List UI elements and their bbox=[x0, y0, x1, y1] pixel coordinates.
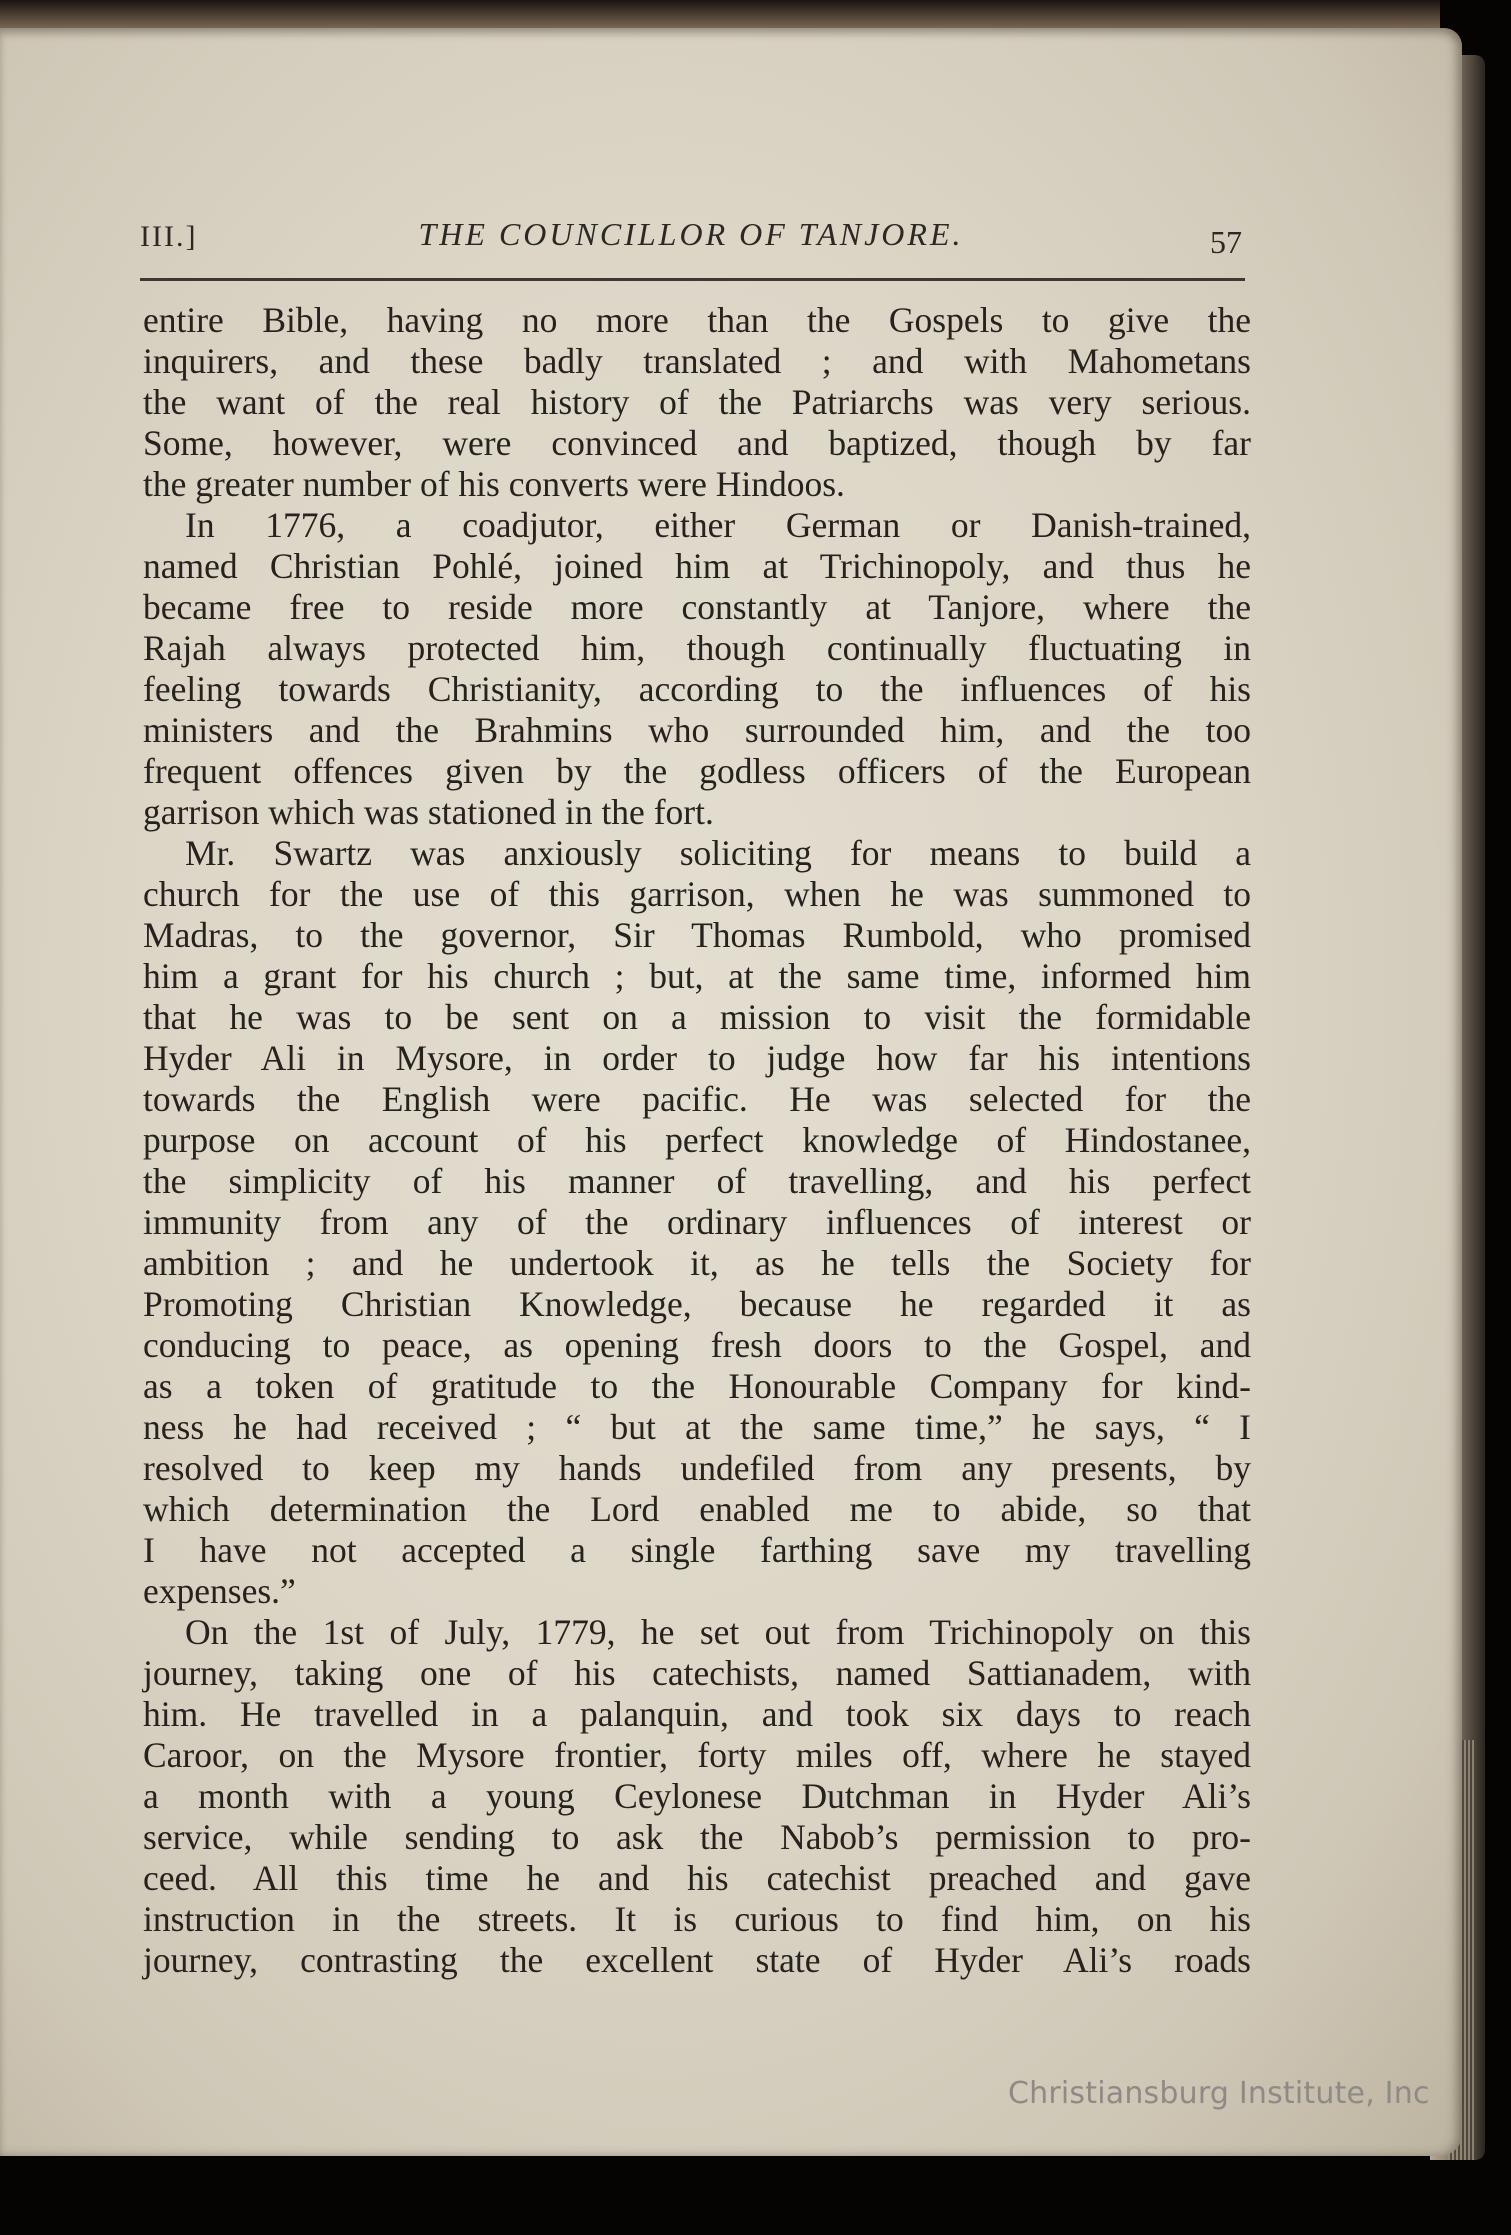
text-line: On the 1st of July, 1779, he set out from Trichinopoly on this bbox=[185, 1612, 1251, 1652]
text-line: the simplicity of his manner of travelling, and his perfect bbox=[143, 1161, 1251, 1201]
text-line: garrison which was stationed in the fort. bbox=[143, 792, 714, 832]
text-line: named Christian Pohlé, joined him at Trichinopoly, and thus he bbox=[143, 546, 1251, 586]
page-number: 57 bbox=[1210, 224, 1242, 260]
text-line: a month with a young Ceylonese Dutchman in Hyder Ali’s bbox=[143, 1776, 1251, 1816]
text-line: the greater number of his converts were Hindoos. bbox=[143, 464, 845, 504]
text-line: inquirers, and these badly translated ; and with Mahometans bbox=[143, 341, 1251, 381]
text-line: conducing to peace, as opening fresh doors to the Gospel, and bbox=[143, 1325, 1251, 1365]
text-line: became free to reside more constantly at Tanjore, where the bbox=[143, 587, 1251, 627]
text-line: resolved to keep my hands undefiled from any presents, by bbox=[143, 1448, 1251, 1488]
text-line: Hyder Ali in Mysore, in order to judge how far his intentions bbox=[143, 1038, 1251, 1078]
text-line: ness he had received ; “ but at the same time,” he says, “ I bbox=[143, 1407, 1251, 1447]
running-head bbox=[140, 216, 1242, 264]
text-line: Promoting Christian Knowledge, because he regarded it as bbox=[143, 1284, 1251, 1324]
text-line: Rajah always protected him, though continually fluctuating in bbox=[143, 628, 1251, 668]
text-line: purpose on account of his perfect knowledge of Hindostanee, bbox=[143, 1120, 1251, 1160]
text-line: Caroor, on the Mysore frontier, forty miles off, where he stayed bbox=[143, 1735, 1251, 1775]
text-line: Madras, to the governor, Sir Thomas Rumbold, who promised bbox=[143, 915, 1251, 955]
text-line: In 1776, a coadjutor, either German or Danish-trained, bbox=[185, 505, 1251, 545]
text-line: ceed. All this time he and his catechist preached and gave bbox=[143, 1858, 1251, 1898]
text-line: ministers and the Brahmins who surrounded him, and the too bbox=[143, 710, 1251, 750]
text-line: feeling towards Christianity, according to the influences of his bbox=[143, 669, 1251, 709]
text-line: service, while sending to ask the Nabob’s permission to pro- bbox=[143, 1817, 1251, 1857]
text-line: him. He travelled in a palanquin, and took six days to reach bbox=[143, 1694, 1251, 1734]
running-title: THE COUNCILLOR OF TANJORE. bbox=[418, 216, 964, 252]
text-line: immunity from any of the ordinary influences of interest or bbox=[143, 1202, 1251, 1242]
text-line: the want of the real history of the Patriarchs was very serious. bbox=[143, 382, 1251, 422]
text-line: frequent offences given by the godless officers of the European bbox=[143, 751, 1251, 791]
text-line: ambition ; and he undertook it, as he tells the Society for bbox=[143, 1243, 1251, 1283]
text-line: Some, however, were convinced and baptized, though by far bbox=[143, 423, 1251, 463]
text-line: I have not accepted a single farthing save my travelling bbox=[143, 1530, 1251, 1570]
watermark: Christiansburg Institute, Inc bbox=[1008, 2076, 1430, 2111]
text-line: that he was to be sent on a mission to visit the formidable bbox=[143, 997, 1251, 1037]
text-line: towards the English were pacific. He was selected for the bbox=[143, 1079, 1251, 1119]
text-line: instruction in the streets. It is curious to find him, on his bbox=[143, 1899, 1251, 1939]
text-line: him a grant for his church ; but, at the same time, informed him bbox=[143, 956, 1251, 996]
text-line: which determination the Lord enabled me to abide, so that bbox=[143, 1489, 1251, 1529]
header-rule bbox=[140, 278, 1245, 281]
text-line: Mr. Swartz was anxiously soliciting for means to build a bbox=[185, 833, 1251, 873]
text-line: expenses.” bbox=[143, 1571, 296, 1611]
text-line: as a token of gratitude to the Honourable Company for kind- bbox=[143, 1366, 1251, 1406]
chapter-number: III.] bbox=[140, 220, 198, 253]
text-line: entire Bible, having no more than the Gospels to give the bbox=[143, 300, 1251, 340]
text-line: journey, taking one of his catechists, named Sattianadem, with bbox=[143, 1653, 1251, 1693]
book-page bbox=[0, 28, 1462, 2156]
body-text bbox=[143, 300, 1251, 1981]
text-line: journey, contrasting the excellent state of Hyder Ali’s roads bbox=[143, 1940, 1251, 1980]
text-line: church for the use of this garrison, when he was summoned to bbox=[143, 874, 1251, 914]
